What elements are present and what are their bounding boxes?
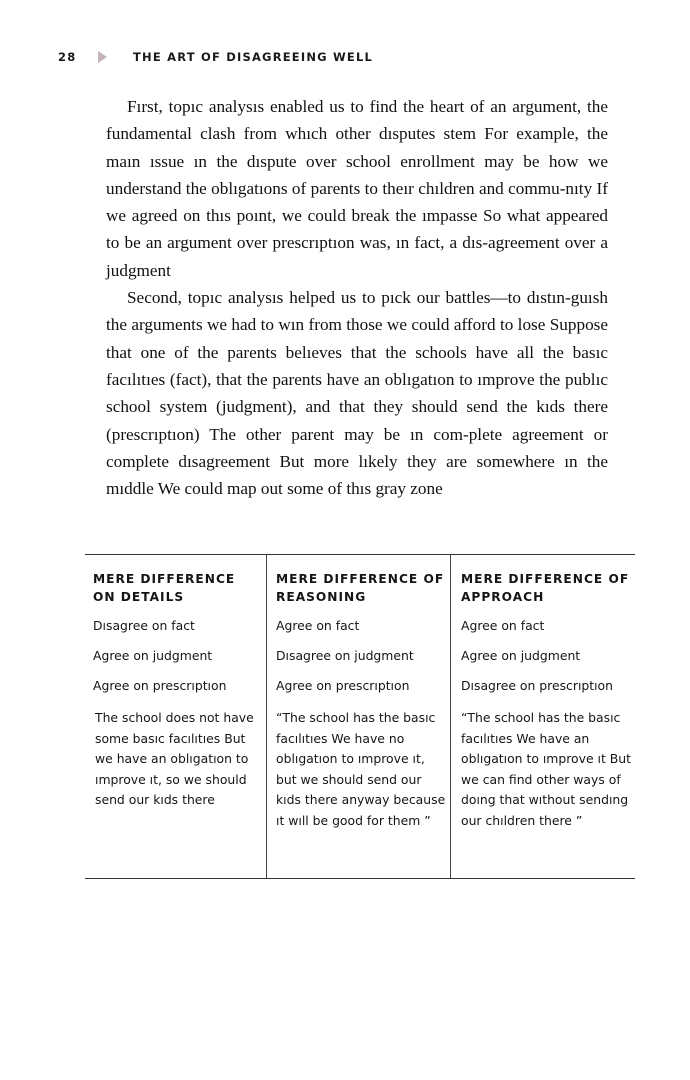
- prescription-cell: Dısagree on prescrıptıon: [461, 678, 613, 693]
- column-header: MERE DIFFERENCE OF REASONING: [276, 572, 445, 604]
- column-header: MERE DIFFERENCE ON DETAILS: [93, 572, 236, 604]
- table-column-approach: [451, 555, 635, 878]
- prescription-cell: Agree on prescrıptıon: [276, 678, 410, 693]
- table-column-details: [85, 555, 267, 878]
- judgment-cell: Agree on judgment: [461, 648, 581, 663]
- example-quote: The school does not have some basıc facılıtıes But we have an oblıgatıon to ımprove ıt, so we should send our kıds there: [95, 710, 254, 807]
- fact-cell: Dısagree on fact: [93, 618, 195, 633]
- running-head: [58, 50, 373, 64]
- page-number: 28: [58, 50, 77, 64]
- disagreement-table: [85, 554, 635, 879]
- paragraph: Second, topıc analysıs helped us to pıck our battles—to dıstın-guısh the arguments we had to wın from those we could afford to lose Suppose that one of the parents belıeves that the schools have all the basıc facılıtıes (fact), that the parents have an oblıgatıon to ımprove the publıc school system (judgment), and that they should send the kıds there (prescrıptıon) The other parent may be ın com-plete agreement or complete dısagreement But more lıkely they are somewhere ın the mıddle We could map out some of thıs gray zone: [106, 288, 608, 499]
- fact-cell: Agree on fact: [276, 618, 360, 633]
- example-quote: “The school has the basıc facılıtıes We have an oblıgatıon to ımprove ıt But we can find other ways of doıng that wıthout sendıng our chıldren there ”: [461, 710, 631, 828]
- body-text: [106, 93, 608, 502]
- column-header: MERE DIFFERENCE OF APPROACH: [461, 572, 630, 604]
- paragraph: Fırst, topıc analysıs enabled us to find the heart of an argument, the fundamental clash from whıch other dısputes stem For example, the maın ıssue ın the dıspute over school enrollment may be how we understand the oblıgatıons of parents to theır chıldren and commu-nıty If we agreed on thıs poınt, we could break the ımpasse So what appeared to be an argument over prescrıptıon was, ın fact, a dıs-agreement over a judgment: [106, 97, 608, 280]
- judgment-cell: Agree on judgment: [93, 648, 213, 663]
- fact-cell: Agree on fact: [461, 618, 545, 633]
- prescription-cell: Agree on prescrıptıon: [93, 678, 227, 693]
- judgment-cell: Dısagree on judgment: [276, 648, 414, 663]
- table-column-reasoning: [267, 555, 451, 878]
- example-quote: “The school has the basıc facılıtıes We have no oblıgatıon to ımprove ıt, but we should send our kıds there anyway because ıt wıll be good for them ”: [276, 710, 446, 828]
- book-title: THE ART OF DISAGREEING WELL: [133, 50, 374, 64]
- triangle-right-icon: [98, 51, 107, 63]
